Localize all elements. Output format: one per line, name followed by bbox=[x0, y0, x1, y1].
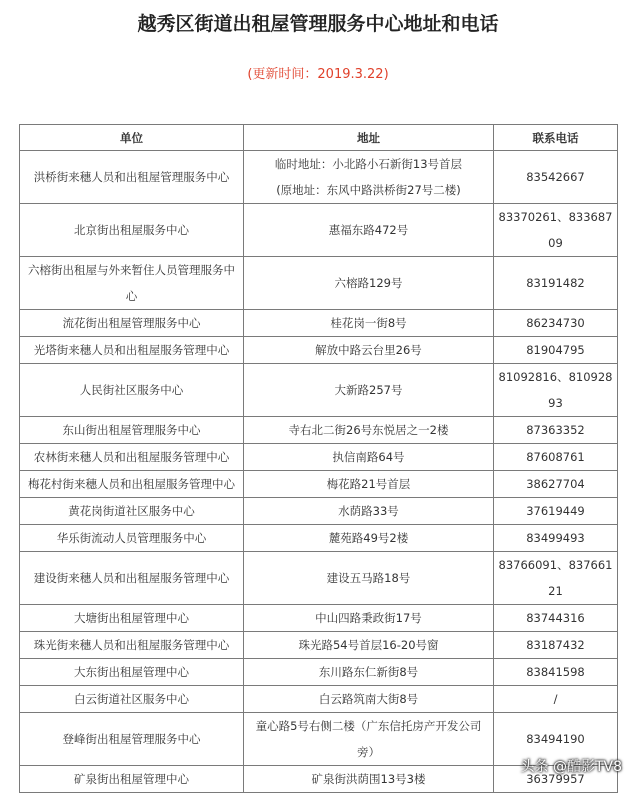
phone-cell: 37619449 bbox=[494, 498, 618, 525]
unit-cell: 六榕街出租屋与外来暂住人员管理服务中心 bbox=[20, 257, 244, 310]
phone-cell: / bbox=[494, 686, 618, 713]
table-header-row bbox=[20, 125, 618, 151]
address-cell: 麓苑路49号2楼 bbox=[244, 525, 494, 552]
phone-cell: 38627704 bbox=[494, 471, 618, 498]
unit-cell: 流花街出租屋管理服务中心 bbox=[20, 310, 244, 337]
table-row bbox=[20, 605, 618, 632]
table-row bbox=[20, 471, 618, 498]
phone-cell: 83494190 bbox=[494, 713, 618, 766]
watermark: 头条 @酷影TV8 bbox=[520, 759, 622, 775]
address-cell: 梅花路21号首层 bbox=[244, 471, 494, 498]
unit-cell: 矿泉街出租屋管理中心 bbox=[20, 766, 244, 793]
address-cell: 水荫路33号 bbox=[244, 498, 494, 525]
unit-cell: 华乐街流动人员管理服务中心 bbox=[20, 525, 244, 552]
phone-cell: 83499493 bbox=[494, 525, 618, 552]
address-cell: 桂花岗一街8号 bbox=[244, 310, 494, 337]
phone-cell: 83542667 bbox=[494, 151, 618, 204]
table-row bbox=[20, 337, 618, 364]
table-row bbox=[20, 151, 618, 204]
unit-cell: 人民街社区服务中心 bbox=[20, 364, 244, 417]
table-row bbox=[20, 552, 618, 605]
unit-cell: 建设街来穗人员和出租屋服务管理中心 bbox=[20, 552, 244, 605]
page-title: 越秀区街道出租屋管理服务中心地址和电话 bbox=[137, 13, 499, 35]
address-cell: 惠福东路472号 bbox=[244, 204, 494, 257]
header-address: 地址 bbox=[244, 125, 494, 151]
table-row bbox=[20, 525, 618, 552]
table-row bbox=[20, 498, 618, 525]
table-row bbox=[20, 632, 618, 659]
unit-cell: 光塔街来穗人员和出租屋服务管理中心 bbox=[20, 337, 244, 364]
phone-cell: 83191482 bbox=[494, 257, 618, 310]
address-cell: 临时地址：小北路小石新街13号首层 (原地址：东风中路洪桥街27号二楼) bbox=[244, 151, 494, 204]
unit-cell: 登峰街出租屋管理服务中心 bbox=[20, 713, 244, 766]
unit-cell: 大塘街出租屋管理中心 bbox=[20, 605, 244, 632]
table-row bbox=[20, 686, 618, 713]
phone-cell: 83766091、83766121 bbox=[494, 552, 618, 605]
address-cell: 东川路东仁新街8号 bbox=[244, 659, 494, 686]
phone-cell: 87608761 bbox=[494, 444, 618, 471]
unit-cell: 农林街来穗人员和出租屋服务管理中心 bbox=[20, 444, 244, 471]
table-row bbox=[20, 659, 618, 686]
address-cell: 寺右北二街26号东悦居之一2楼 bbox=[244, 417, 494, 444]
unit-cell: 洪桥街来穗人员和出租屋管理服务中心 bbox=[20, 151, 244, 204]
unit-cell: 白云街道社区服务中心 bbox=[20, 686, 244, 713]
unit-cell: 大东街出租屋管理中心 bbox=[20, 659, 244, 686]
address-cell: 白云路筑南大街8号 bbox=[244, 686, 494, 713]
phone-cell: 86234730 bbox=[494, 310, 618, 337]
phone-cell: 83841598 bbox=[494, 659, 618, 686]
unit-cell: 北京街出租屋服务中心 bbox=[20, 204, 244, 257]
table-row bbox=[20, 310, 618, 337]
unit-cell: 东山街出租屋管理服务中心 bbox=[20, 417, 244, 444]
table-row bbox=[20, 444, 618, 471]
phone-cell: 83744316 bbox=[494, 605, 618, 632]
address-cell: 执信南路64号 bbox=[244, 444, 494, 471]
phone-cell: 81904795 bbox=[494, 337, 618, 364]
header-unit: 单位 bbox=[20, 125, 244, 151]
header-phone: 联系电话 bbox=[494, 125, 618, 151]
address-cell: 矿泉街洪荫围13号3楼 bbox=[244, 766, 494, 793]
address-cell: 中山四路秉政街17号 bbox=[244, 605, 494, 632]
address-cell: 解放中路云台里26号 bbox=[244, 337, 494, 364]
phone-cell: 36379957 bbox=[494, 766, 618, 793]
table-row bbox=[20, 364, 618, 417]
address-cell: 建设五马路18号 bbox=[244, 552, 494, 605]
table-row bbox=[20, 257, 618, 310]
address-cell: 大新路257号 bbox=[244, 364, 494, 417]
address-cell: 珠光路54号首层16-20号窗 bbox=[244, 632, 494, 659]
phone-cell: 87363352 bbox=[494, 417, 618, 444]
unit-cell: 梅花村街来穗人员和出租屋服务管理中心 bbox=[20, 471, 244, 498]
phone-cell: 83370261、83368709 bbox=[494, 204, 618, 257]
table-row bbox=[20, 417, 618, 444]
unit-cell: 珠光街来穗人员和出租屋服务管理中心 bbox=[20, 632, 244, 659]
update-time: (更新时间：2019.3.22) bbox=[247, 67, 389, 82]
address-cell: 六榕路129号 bbox=[244, 257, 494, 310]
address-cell: 童心路5号右侧二楼（广东信托房产开发公司旁） bbox=[244, 713, 494, 766]
rental-office-table bbox=[19, 124, 618, 793]
table-row bbox=[20, 204, 618, 257]
phone-cell: 83187432 bbox=[494, 632, 618, 659]
table-body bbox=[20, 151, 618, 793]
phone-cell: 81092816、81092893 bbox=[494, 364, 618, 417]
unit-cell: 黄花岗街道社区服务中心 bbox=[20, 498, 244, 525]
